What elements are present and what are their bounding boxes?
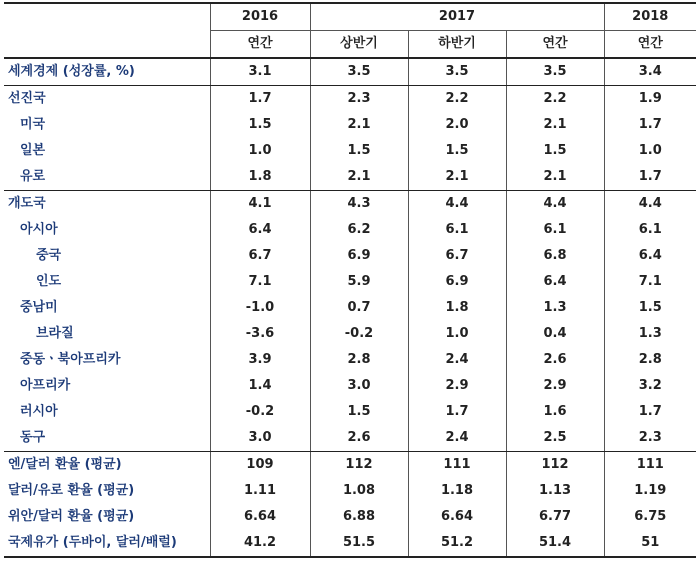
- table-row: [4, 452, 696, 479]
- value-cell: 2.9: [506, 373, 604, 399]
- economic-forecast-table: [4, 2, 696, 558]
- value-cell: 1.5: [310, 399, 408, 425]
- period-header: 연간: [506, 31, 604, 59]
- value-cell: 1.0: [210, 138, 310, 164]
- value-cell: 2.5: [506, 425, 604, 452]
- value-cell: 51: [604, 530, 696, 557]
- value-cell: 1.13: [506, 478, 604, 504]
- table-row: [4, 373, 696, 399]
- table-row: [4, 86, 696, 113]
- value-cell: 7.1: [210, 269, 310, 295]
- period-header: 연간: [604, 31, 696, 59]
- row-label: 인도: [36, 274, 62, 289]
- value-cell: 1.5: [210, 112, 310, 138]
- value-cell: 112: [506, 452, 604, 479]
- row-label: 선진국: [8, 91, 46, 106]
- row-label: 러시아: [20, 404, 58, 419]
- value-cell: 6.8: [506, 243, 604, 269]
- value-cell: 6.4: [210, 217, 310, 243]
- row-label: 엔/달러 환율 (평균): [8, 457, 122, 472]
- table-row: [4, 138, 696, 164]
- value-cell: 6.7: [210, 243, 310, 269]
- value-cell: 51.4: [506, 530, 604, 557]
- value-cell: 2.1: [310, 164, 408, 191]
- value-cell: 2.8: [310, 347, 408, 373]
- value-cell: 1.5: [506, 138, 604, 164]
- value-cell: 0.7: [310, 295, 408, 321]
- value-cell: 6.2: [310, 217, 408, 243]
- value-cell: 1.4: [210, 373, 310, 399]
- value-cell: 3.5: [408, 58, 506, 86]
- value-cell: 2.8: [604, 347, 696, 373]
- table-row: [4, 321, 696, 347]
- value-cell: 6.1: [506, 217, 604, 243]
- value-cell: 6.7: [408, 243, 506, 269]
- value-cell: 3.5: [506, 58, 604, 86]
- table-row: [4, 399, 696, 425]
- value-cell: -0.2: [310, 321, 408, 347]
- value-cell: 41.2: [210, 530, 310, 557]
- value-cell: 1.3: [506, 295, 604, 321]
- value-cell: 2.4: [408, 347, 506, 373]
- year-2017-header: 2017: [310, 3, 604, 31]
- value-cell: 1.7: [604, 399, 696, 425]
- value-cell: 3.1: [210, 58, 310, 86]
- value-cell: 6.9: [408, 269, 506, 295]
- value-cell: 51.2: [408, 530, 506, 557]
- table-body: [4, 58, 696, 557]
- row-label: 미국: [20, 117, 46, 132]
- value-cell: 3.9: [210, 347, 310, 373]
- value-cell: 2.6: [506, 347, 604, 373]
- value-cell: 0.4: [506, 321, 604, 347]
- value-cell: 1.08: [310, 478, 408, 504]
- period-header: 하반기: [408, 31, 506, 59]
- value-cell: 3.4: [604, 58, 696, 86]
- value-cell: 1.7: [604, 112, 696, 138]
- value-cell: 6.4: [604, 243, 696, 269]
- table-row: [4, 269, 696, 295]
- value-cell: -0.2: [210, 399, 310, 425]
- value-cell: 1.7: [210, 86, 310, 113]
- value-cell: 6.64: [408, 504, 506, 530]
- row-label: 유로: [4, 164, 210, 191]
- value-cell: -3.6: [210, 321, 310, 347]
- value-cell: 1.18: [408, 478, 506, 504]
- value-cell: 1.19: [604, 478, 696, 504]
- row-label: 중국: [36, 248, 62, 263]
- value-cell: 4.4: [506, 191, 604, 218]
- value-cell: 3.0: [310, 373, 408, 399]
- table-row: [4, 295, 696, 321]
- value-cell: 6.1: [408, 217, 506, 243]
- table-row: [4, 58, 696, 86]
- value-cell: 6.9: [310, 243, 408, 269]
- table-row: [4, 112, 696, 138]
- value-cell: 5.9: [310, 269, 408, 295]
- value-cell: 2.4: [408, 425, 506, 452]
- value-cell: 4.3: [310, 191, 408, 218]
- value-cell: 1.8: [408, 295, 506, 321]
- value-cell: 1.7: [408, 399, 506, 425]
- value-cell: 2.1: [408, 164, 506, 191]
- value-cell: 1.7: [604, 164, 696, 191]
- value-cell: 111: [408, 452, 506, 479]
- table-row: [4, 530, 696, 557]
- row-label: 개도국: [8, 196, 46, 211]
- value-cell: 2.6: [310, 425, 408, 452]
- value-cell: 111: [604, 452, 696, 479]
- value-cell: 2.2: [506, 86, 604, 113]
- value-cell: 7.1: [604, 269, 696, 295]
- value-cell: -1.0: [210, 295, 310, 321]
- row-label: 국제유가 (두바이, 달러/배럴): [4, 530, 210, 557]
- table-row: [4, 478, 696, 504]
- value-cell: 1.9: [604, 86, 696, 113]
- value-cell: 4.4: [604, 191, 696, 218]
- year-2018-header: 2018: [604, 3, 696, 31]
- year-2016-header: 2016: [210, 3, 310, 31]
- row-label: 중동ㆍ북아프리카: [20, 352, 121, 367]
- value-cell: 4.1: [210, 191, 310, 218]
- value-cell: 1.3: [604, 321, 696, 347]
- table-row: [4, 425, 696, 452]
- value-cell: 3.2: [604, 373, 696, 399]
- value-cell: 2.1: [310, 112, 408, 138]
- year-header-row: [4, 3, 696, 31]
- period-header: 연간: [210, 31, 310, 59]
- value-cell: 6.88: [310, 504, 408, 530]
- value-cell: 1.5: [408, 138, 506, 164]
- value-cell: 2.2: [408, 86, 506, 113]
- table-row: [4, 347, 696, 373]
- value-cell: 6.1: [604, 217, 696, 243]
- table-row: [4, 243, 696, 269]
- value-cell: 2.1: [506, 112, 604, 138]
- table-row: [4, 217, 696, 243]
- value-cell: 109: [210, 452, 310, 479]
- value-cell: 51.5: [310, 530, 408, 557]
- row-label: 위안/달러 환율 (평균): [8, 509, 135, 524]
- value-cell: 1.6: [506, 399, 604, 425]
- row-label: 동구: [4, 425, 210, 452]
- row-label: 아프리카: [20, 378, 71, 393]
- row-label: 세계경제 (성장률, %): [4, 58, 210, 86]
- row-label: 아시아: [20, 222, 58, 237]
- value-cell: 2.3: [604, 425, 696, 452]
- value-cell: 4.4: [408, 191, 506, 218]
- table-row: [4, 191, 696, 218]
- row-label: 일본: [20, 143, 46, 158]
- value-cell: 1.0: [408, 321, 506, 347]
- value-cell: 1.0: [604, 138, 696, 164]
- value-cell: 3.5: [310, 58, 408, 86]
- period-header: 상반기: [310, 31, 408, 59]
- value-cell: 112: [310, 452, 408, 479]
- value-cell: 3.0: [210, 425, 310, 452]
- value-cell: 1.5: [310, 138, 408, 164]
- value-cell: 6.77: [506, 504, 604, 530]
- value-cell: 1.5: [604, 295, 696, 321]
- value-cell: 2.1: [506, 164, 604, 191]
- value-cell: 6.64: [210, 504, 310, 530]
- value-cell: 2.9: [408, 373, 506, 399]
- value-cell: 2.3: [310, 86, 408, 113]
- table-row: [4, 164, 696, 191]
- value-cell: 2.0: [408, 112, 506, 138]
- value-cell: 6.75: [604, 504, 696, 530]
- row-label: 중남미: [20, 300, 58, 315]
- corner-cell: [4, 3, 210, 58]
- row-label: 달러/유로 환율 (평균): [8, 483, 135, 498]
- value-cell: 1.11: [210, 478, 310, 504]
- value-cell: 1.8: [210, 164, 310, 191]
- value-cell: 6.4: [506, 269, 604, 295]
- table-row: [4, 504, 696, 530]
- row-label: 브라질: [36, 326, 74, 341]
